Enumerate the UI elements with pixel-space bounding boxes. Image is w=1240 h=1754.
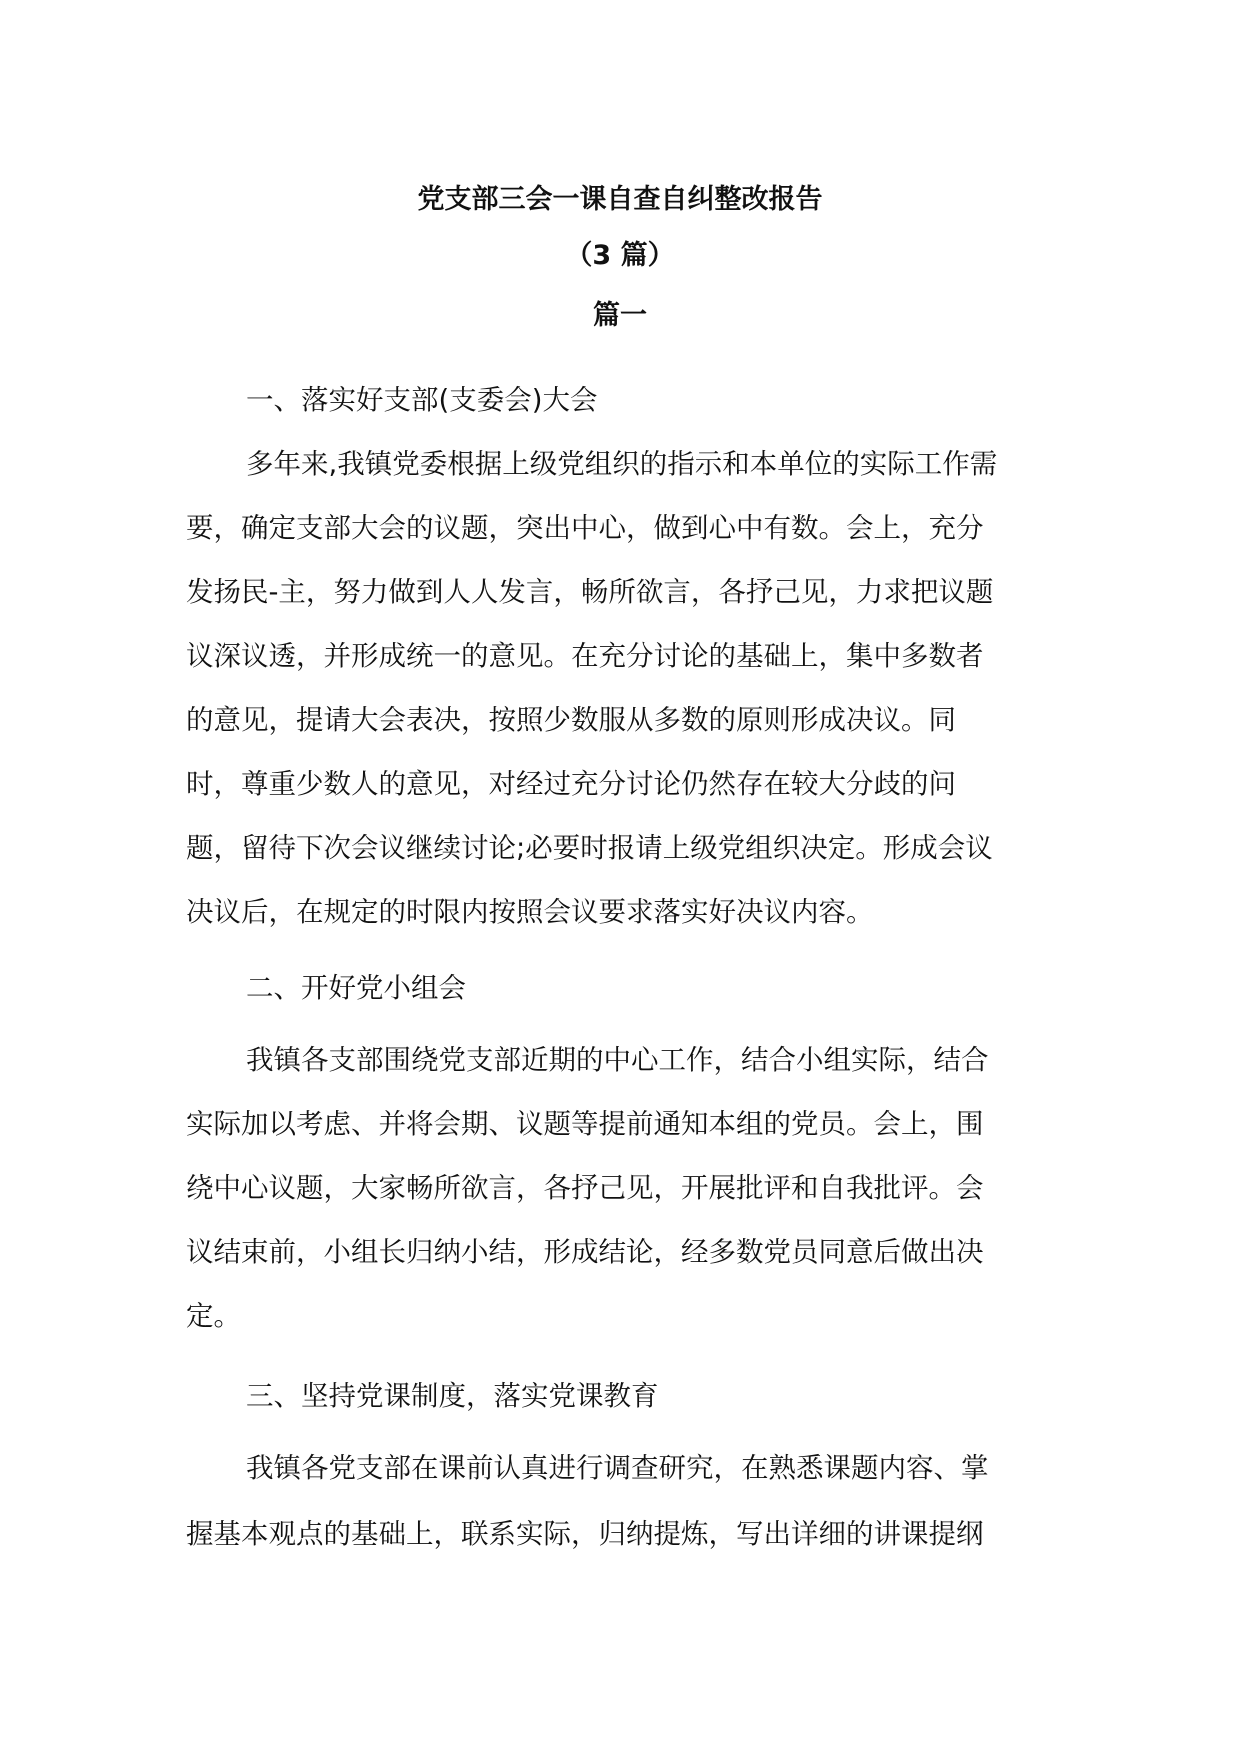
paragraph-line: 发扬民-主，努力做到人人发言，畅所欲言，各抒己见，力求把议题 <box>186 576 994 608</box>
section-heading-2: 二、开好党小组会 <box>246 972 466 1004</box>
paragraph-line: 实际加以考虑、并将会期、议题等提前通知本组的党员。会上，围 <box>186 1108 984 1140</box>
section-heading-1: 一、落实好支部(支委会)大会 <box>246 384 598 416</box>
paragraph-line: 时，尊重少数人的意见，对经过充分讨论仍然存在较大分歧的问 <box>186 768 956 800</box>
document-title: 党支部三会一课自查自纠整改报告 <box>417 184 823 215</box>
paragraph-line: 的意见，提请大会表决，按照少数服从多数的原则形成决议。同 <box>186 704 956 736</box>
paragraph-line: 握基本观点的基础上，联系实际，归纳提炼，写出详细的讲课提纲 <box>186 1518 984 1550</box>
paragraph-line: 定。 <box>186 1300 241 1332</box>
paragraph-line: 多年来,我镇党委根据上级党组织的指示和本单位的实际工作需 <box>246 448 998 480</box>
paragraph-line: 我镇各支部围绕党支部近期的中心工作，结合小组实际，结合 <box>246 1044 989 1076</box>
paragraph-line: 议深议透，并形成统一的意见。在充分讨论的基础上，集中多数者 <box>186 640 984 672</box>
paragraph-line: 绕中心议题，大家畅所欲言，各抒己见，开展批评和自我批评。会 <box>186 1172 984 1204</box>
paragraph-line: 我镇各党支部在课前认真进行调查研究，在熟悉课题内容、掌 <box>246 1452 989 1484</box>
section-heading-3: 三、坚持党课制度，落实党课教育 <box>246 1380 659 1412</box>
part-heading: 篇一 <box>593 300 647 331</box>
paragraph-line: 要，确定支部大会的议题，突出中心，做到心中有数。会上，充分 <box>186 512 984 544</box>
document-subtitle: （3 篇） <box>565 240 675 271</box>
paragraph-line: 决议后，在规定的时限内按照会议要求落实好决议内容。 <box>186 896 874 928</box>
paragraph-line: 议结束前，小组长归纳小结，形成结论，经多数党员同意后做出决 <box>186 1236 984 1268</box>
paragraph-line: 题，留待下次会议继续讨论;必要时报请上级党组织决定。形成会议 <box>186 832 993 864</box>
